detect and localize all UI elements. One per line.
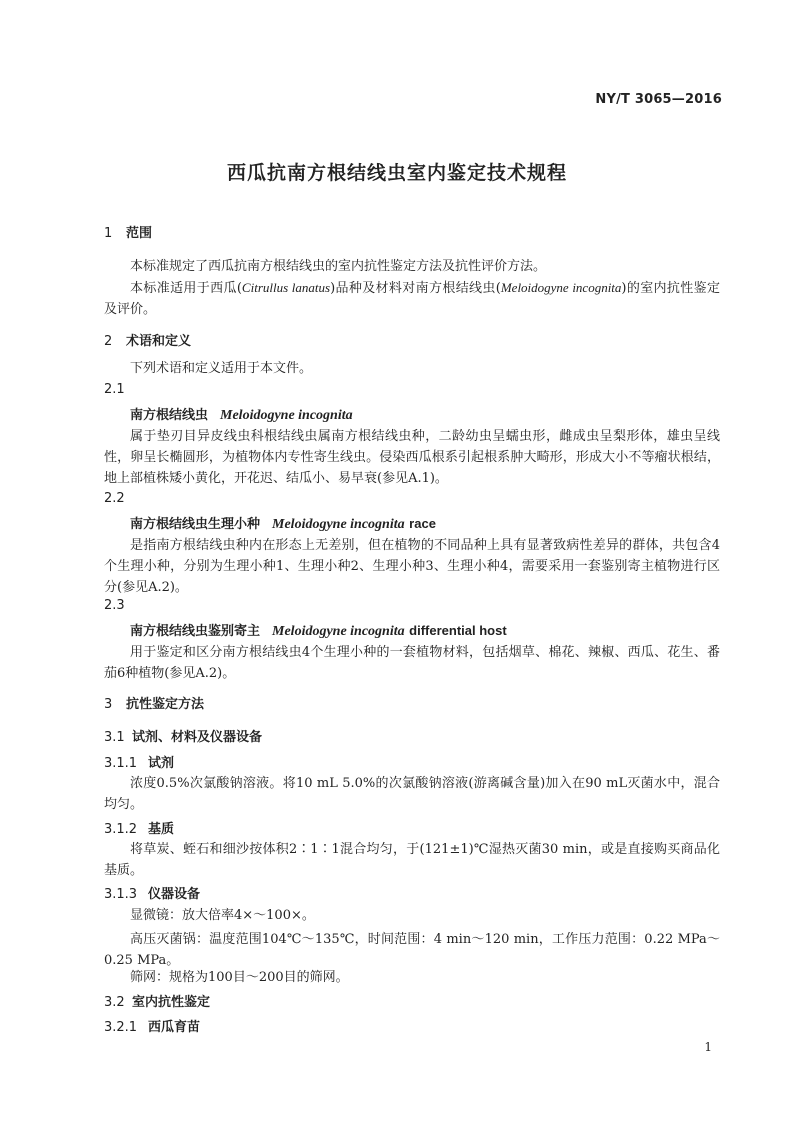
term-cn: 南方根结线虫鉴别寄主 (130, 624, 261, 639)
section-3-2-heading (104, 991, 210, 1010)
section-title: 抗性鉴定方法 (126, 697, 205, 712)
term-latin: Meloidogyne incognita (272, 517, 405, 532)
text-run: )的室内抗性鉴定及评价。 (104, 281, 720, 317)
term-en: race (409, 516, 436, 531)
term-latin: Meloidogyne incognita (272, 624, 405, 639)
autoclave-paragraph: 高压灭菌锅：温度范围104℃～135℃，时间范围：4 min～120 min，工作压力范围：0.22 MPa～0.25 MPa。 (104, 932, 720, 968)
term-2-1-definition: 属于垫刃目异皮线虫科根结线虫属南方根结线虫种，二龄幼虫呈蠕虫形，雌成虫呈梨形体，雄虫呈线性，卵呈长椭圆形，为植物体内专性寄生线虫。侵染西瓜根系引起根系肿大畸形，形成大小不等瘤状根结，地上部植株矮小黄化，开花迟、结瓜小、易早衰(参见A.1)。 (104, 429, 720, 486)
standard-code: NY/T 3065—2016 (595, 92, 722, 107)
section-title: 范围 (126, 226, 153, 241)
section-title: 西瓜育苗 (148, 1020, 201, 1035)
substrate-paragraph: 将草炭、蛭石和细沙按体积2∶1∶1混合均匀，于(121±1)℃湿热灭菌30 min，或是直接购买商品化基质。 (104, 842, 720, 878)
section-3-1-2-heading (104, 818, 174, 837)
section-title: 术语和定义 (126, 334, 192, 349)
section-3-2-1-heading (104, 1016, 200, 1035)
term-cn: 南方根结线虫生理小种 (130, 517, 261, 532)
section-title: 仪器设备 (148, 887, 201, 902)
term-2-2-definition: 是指南方根结线虫种内在形态上无差别，但在植物的不同品种上具有显著致病性差异的群体，共包含4个生理小种，分别为生理小种1、生理小种2、生理小种3、生理小种4，需要采用一套鉴别寄主植物进行区分(参见A.2)。 (104, 538, 720, 595)
section-title: 基质 (148, 822, 175, 837)
term-2-2-title (130, 513, 436, 533)
section-3-1-heading (104, 726, 262, 745)
term-2-2-number: 2.2 (104, 491, 125, 506)
reagent-paragraph: 浓度0.5%次氯酸钠溶液。将10 mL 5.0%的次氯酸钠溶液(游离碱含量)加入在90 mL灭菌水中，混合均匀。 (104, 776, 720, 812)
section-3-heading (104, 693, 204, 712)
section-number: 3.2 (104, 995, 125, 1010)
term-latin: Meloidogyne incognita (220, 408, 353, 423)
section-title: 试剂、材料及仪器设备 (132, 730, 263, 745)
term-2-3-definition: 用于鉴定和区分南方根结线虫4个生理小种的一套植物材料，包括烟草、棉花、辣椒、西瓜、花生、番茄6种植物(参见A.2)。 (104, 645, 720, 681)
section-number: 1 (104, 226, 113, 241)
text-run: 本标准适用于西瓜( (130, 281, 242, 296)
section-number: 3.2.1 (104, 1020, 138, 1035)
section-3-1-1-heading (104, 752, 174, 771)
document-title: 西瓜抗南方根结线虫室内鉴定技术规程 (226, 162, 567, 184)
latin-name: Citrullus lanatus (241, 280, 331, 295)
section-number: 3.1.2 (104, 822, 138, 837)
sieve-line: 筛网：规格为100目～200目的筛网。 (130, 970, 349, 985)
term-2-1-title (130, 404, 353, 424)
term-2-3-title (130, 620, 507, 640)
term-cn: 南方根结线虫 (130, 408, 209, 423)
section-2-heading (104, 330, 191, 349)
scope-paragraph-2 (104, 277, 720, 320)
section-number: 3.1.1 (104, 756, 138, 771)
section-title: 室内抗性鉴定 (132, 995, 211, 1010)
text-run: )品种及材料对南方根结线虫( (330, 281, 501, 296)
term-en: differential host (409, 623, 507, 638)
page-number: 1 (704, 1040, 712, 1054)
section-number: 3 (104, 697, 113, 712)
section-number: 3.1.3 (104, 887, 138, 902)
section-1-heading (104, 222, 152, 241)
microscope-line: 显微镜：放大倍率4×～100×。 (130, 908, 315, 923)
section-number: 3.1 (104, 730, 125, 745)
section-title: 试剂 (148, 756, 175, 771)
term-2-1-number: 2.1 (104, 382, 125, 397)
section-3-1-3-heading (104, 883, 200, 902)
scope-paragraph-1: 本标准规定了西瓜抗南方根结线虫的室内抗性鉴定方法及抗性评价方法。 (130, 259, 547, 274)
terms-intro: 下列术语和定义适用于本文件。 (130, 361, 313, 376)
section-number: 2 (104, 334, 113, 349)
latin-name: Meloidogyne incognita (500, 280, 622, 295)
term-2-3-number: 2.3 (104, 598, 125, 613)
